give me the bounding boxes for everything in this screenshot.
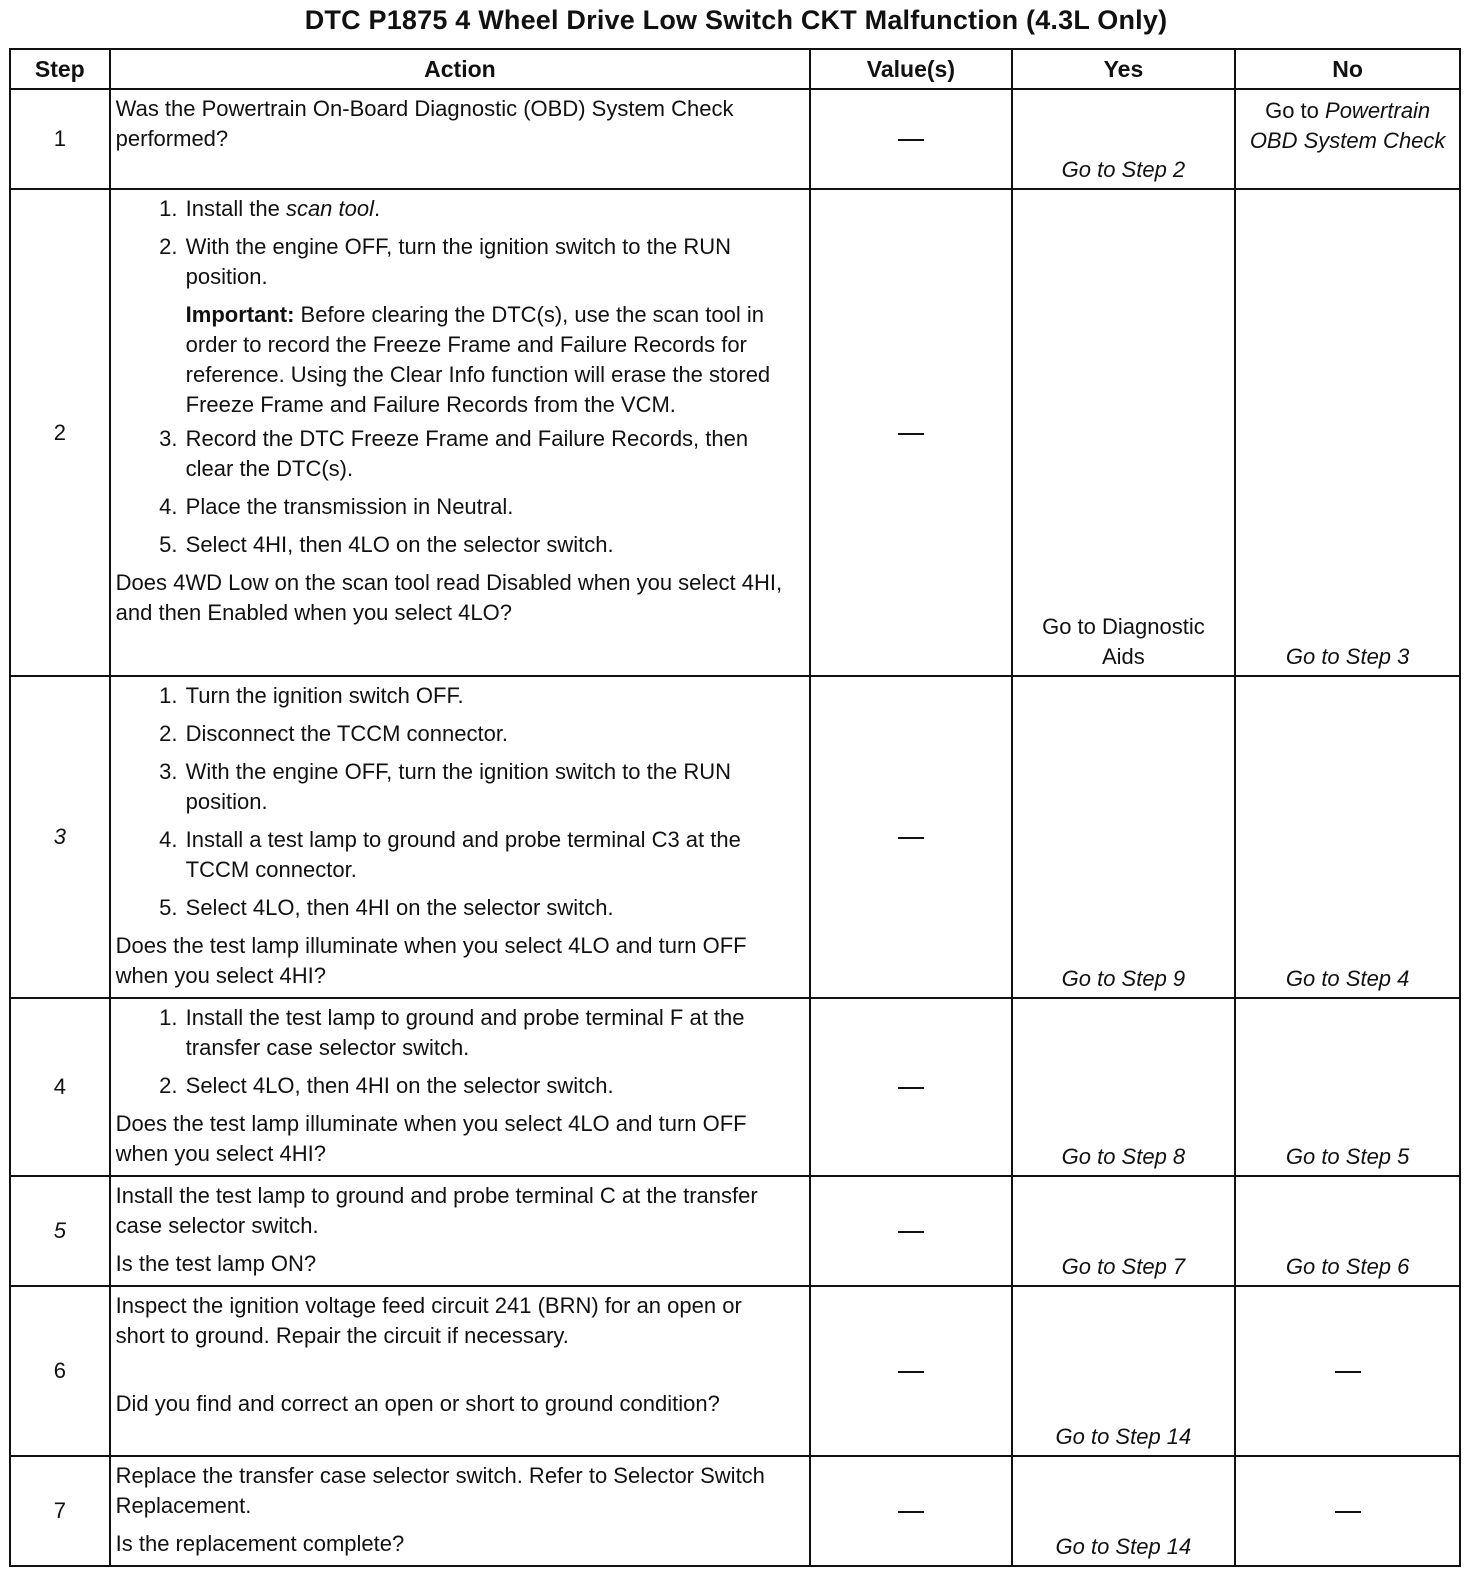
no-result-cell [1235, 1286, 1460, 1456]
action-step-item: 4. Place the transmission in Neutral. [184, 492, 796, 522]
table-row-step-3 [10, 676, 1460, 998]
value-cell [810, 89, 1011, 189]
step-number: 7 [10, 1456, 110, 1566]
step-number: 4 [10, 998, 110, 1176]
no-result-prefix: Go to [1265, 98, 1319, 123]
step-number: 5 [10, 1176, 110, 1286]
action-cell [110, 89, 811, 189]
step-number: 6 [10, 1286, 110, 1456]
yes-result: Go to Diagnostic Aids [1012, 189, 1236, 676]
table-row-step-6 [10, 1286, 1460, 1456]
action-step-item: 2. Select 4LO, then 4HI on the selector switch. [184, 1071, 796, 1101]
action-step-list [116, 194, 796, 292]
dash-mark [898, 139, 924, 141]
column-header-yes: Yes [1012, 49, 1236, 89]
action-step-text: Install the [185, 196, 280, 221]
spacer [116, 1241, 796, 1249]
action-step-text-end: . [374, 196, 381, 221]
action-text: Replace the transfer case selector switch. Refer to Selector Switch Replacement. [115, 1463, 765, 1518]
no-result: Go to Step 6 [1235, 1176, 1460, 1286]
value-cell [810, 1456, 1011, 1566]
yes-result: Go to Step 2 [1012, 89, 1236, 189]
table-row-step-4 [10, 998, 1460, 1176]
spacer [116, 1521, 796, 1529]
action-step-list [116, 424, 796, 560]
action-question: Does the test lamp illuminate when you select 4LO and turn OFF when you select 4HI? [115, 1111, 747, 1166]
value-cell [810, 189, 1011, 676]
dash-mark [898, 1231, 924, 1233]
action-text: Install the test lamp to ground and probe terminal C at the transfer case selector switch. [115, 1183, 758, 1238]
action-step-item: 3. Record the DTC Freeze Frame and Failure Records, then clear the DTC(s). [184, 424, 796, 484]
column-header-action: Action [110, 49, 811, 89]
dash-mark [1335, 1511, 1361, 1513]
yes-result: Go to Step 7 [1012, 1176, 1236, 1286]
column-header-values: Value(s) [810, 49, 1011, 89]
step-number: 2 [10, 189, 110, 676]
dash-mark [898, 1087, 924, 1089]
step-number: 3 [10, 676, 110, 998]
no-result [1235, 89, 1460, 189]
no-result-cell [1235, 1456, 1460, 1566]
document-title: DTC P1875 4 Wheel Drive Low Switch CKT Malfunction (4.3L Only) [304, 5, 1168, 35]
important-note-text: Before clearing the DTC(s), use the scan tool in order to record the Freeze Frame and Failure Records for reference. Using the Clear Info function will erase the stored Freeze Frame and Failure Records from the VCM. [185, 302, 771, 417]
value-cell [810, 676, 1011, 998]
no-result: Go to Step 5 [1235, 998, 1460, 1176]
value-cell [810, 1286, 1011, 1456]
value-cell [810, 1176, 1011, 1286]
diagnostic-table [9, 48, 1461, 1567]
yes-result: Go to Step 9 [1012, 676, 1236, 998]
action-question: Did you find and correct an open or short to ground condition? [115, 1391, 720, 1416]
dash-mark [898, 837, 924, 839]
value-cell [810, 998, 1011, 1176]
action-cell [110, 1456, 811, 1566]
action-step-item: 2. Disconnect the TCCM connector. [184, 719, 796, 749]
step-number: 1 [10, 89, 110, 189]
yes-result: Go to Step 14 [1012, 1456, 1236, 1566]
action-step-emphasis: scan tool [285, 196, 374, 221]
action-cell [110, 676, 811, 998]
action-text: Inspect the ignition voltage feed circuit 241 (BRN) for an open or short to ground. Repair the circuit if necessary. [115, 1293, 742, 1348]
table-row-step-7 [10, 1456, 1460, 1566]
action-step-item: 1. Install the test lamp to ground and probe terminal F at the transfer case selector switch. [184, 1003, 796, 1063]
dash-mark [898, 433, 924, 435]
action-step-list [116, 681, 796, 923]
action-step-item: 4. Install a test lamp to ground and probe terminal C3 at the TCCM connector. [184, 825, 796, 885]
table-header-row [10, 49, 1460, 89]
action-step-list [116, 1003, 796, 1101]
action-step-item: 5. Select 4HI, then 4LO on the selector switch. [184, 530, 796, 560]
no-result-link: Powertrain OBD System Check [1249, 98, 1446, 153]
action-step-item: 3. With the engine OFF, turn the ignition switch to the RUN position. [184, 757, 796, 817]
action-question: Does 4WD Low on the scan tool read Disabled when you select 4HI, and then Enabled when you select 4LO? [115, 570, 783, 625]
no-result: Go to Step 4 [1235, 676, 1460, 998]
column-header-step: Step [10, 49, 110, 89]
spacer [116, 1351, 796, 1389]
table-row-step-1 [10, 89, 1460, 189]
action-step-item: 5. Select 4LO, then 4HI on the selector switch. [184, 893, 796, 923]
action-cell [110, 1176, 811, 1286]
table-row-step-5 [10, 1176, 1460, 1286]
action-step-item: 2. With the engine OFF, turn the ignition switch to the RUN position. [184, 232, 796, 292]
action-cell [110, 189, 811, 676]
action-question: Is the test lamp ON? [115, 1251, 317, 1276]
action-step-item: 1. Turn the ignition switch OFF. [184, 681, 796, 711]
dash-mark [898, 1371, 924, 1373]
important-note [116, 300, 796, 420]
action-question: Was the Powertrain On-Board Diagnostic (OBD) System Check performed? [115, 96, 734, 151]
yes-result: Go to Step 14 [1012, 1286, 1236, 1456]
dash-mark [1335, 1371, 1361, 1373]
action-step-item [184, 194, 796, 224]
important-note-label: Important: [185, 302, 295, 327]
action-cell [110, 998, 811, 1176]
no-result: Go to Step 3 [1235, 189, 1460, 676]
yes-result: Go to Step 8 [1012, 998, 1236, 1176]
action-question: Is the replacement complete? [115, 1531, 405, 1556]
dash-mark [898, 1511, 924, 1513]
action-cell [110, 1286, 811, 1456]
table-row-step-2 [10, 189, 1460, 676]
action-question: Does the test lamp illuminate when you select 4LO and turn OFF when you select 4HI? [115, 933, 747, 988]
column-header-no: No [1235, 49, 1460, 89]
